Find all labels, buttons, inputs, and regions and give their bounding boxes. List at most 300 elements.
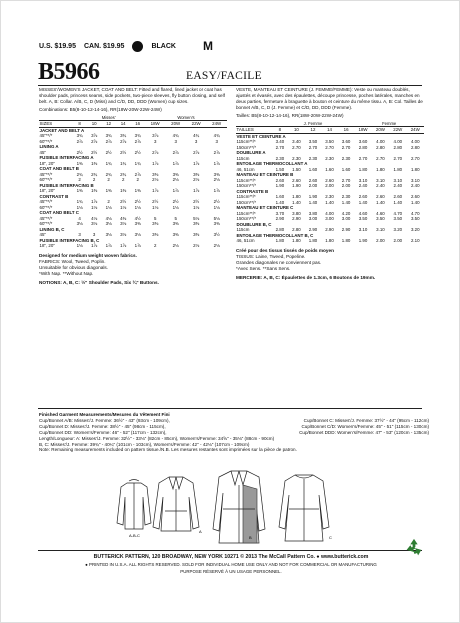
yardage-cell: 3.50 [393,216,403,222]
yardage-cell: 1.40 [341,199,351,205]
yardage-cell: 1⅞ [120,243,127,249]
section-heading: CONTRAST B [39,193,69,199]
yardage-cell: 3⅛ [120,232,127,238]
yardage-cell: 3.60 [358,139,368,145]
measurement: B, C: Misses'/J. Femme: 39¾" - 40¼" (101cm - 103cm), Women's/Femme: 42" - 42⅛" (107cm - 109cm) [39,441,250,447]
price-bar [39,41,176,52]
note: TISSUS: Laine, Tweed, Popeline. [236,253,306,259]
yardage-cell: 2⅞ [134,171,141,177]
yardage-cell: 2.10 [410,238,420,244]
section-heading: DOUBLURE B, C [236,221,272,227]
yardage-cell: 1.60 [341,166,351,172]
measurement: Length/Longueur: A: Misses'/J. Femme: 32½" - 33⅛" (82cm - 85cm), Women's/Femme: 34⅝" - 35⅛" (88cm - 90cm) [39,435,275,441]
section-heading: FUSIBLE INTERFACING B, C [39,237,100,243]
yardage-cell: 1.80 [292,238,301,244]
group-label: Femme [382,120,397,126]
yardage-cell: 1.50 [292,166,301,172]
size-header-cell: 20W [372,127,389,134]
yardage-cell: 3⅜ [172,221,179,227]
yardage-cell: 1⅞ [213,160,220,166]
yardage-cell: 4.00 [410,139,420,145]
yardage-cell: 2⅛ [152,177,159,183]
yardage-cell: 5 [153,215,157,221]
measurement: Cup/Bonnet DDD: Women's/Femme: 47" - 53" (120cm - 135cm) [299,429,429,435]
yardage-cell: 1.80 [292,194,301,200]
yardage-cell: 3.10 [376,177,385,183]
yardage-cell: 1.40 [410,199,420,205]
yardage-cell: 2½ [91,149,98,155]
size-header-cell: 12 [101,121,116,128]
size-header-cell: 16 [338,127,355,134]
section-heading: FUSIBLE INTERFACING B [39,182,94,188]
yardage-cell: 1.90 [292,183,301,189]
size-header-cell: 12 [305,127,322,134]
yardage-cell: 1⅛ [193,204,200,210]
yardage-cell: 3.50 [308,139,318,145]
back-view-sketch [117,480,151,530]
section-heading: DOUBLURE A [236,150,266,156]
fabric-width: 45"**/* [39,133,53,139]
yardage-cell: 2½ [213,199,220,205]
yardage-cell: 2.60 [308,177,318,183]
fabric-width: 115cm**/* [236,177,256,183]
table-row [236,238,424,244]
yardage-cell: 1.40 [325,199,334,205]
table-row [39,243,227,249]
yardage-cell: 2.40 [393,183,403,189]
yardage-cell: 2.70 [376,155,385,161]
yardage-cell: 1⅞ [193,160,200,166]
yardage-cell: 1¾ [134,160,141,166]
section-heading: COAT AND BELT B [39,166,79,172]
yardage-cell: 1⅜ [91,160,98,166]
yardage-cell: 1⅛ [172,204,179,210]
copyright-line-fr: PURPOSE RÉSERVÉ À UN USAGE PERSONNEL. [180,569,282,574]
yardage-cell: 3.20 [410,227,420,233]
yardage-cell: 1⅞ [134,243,141,249]
yardage-cell: 2 [153,243,157,249]
group-label: J. Femme [303,120,323,126]
yardage-cell: 2 [107,199,110,205]
yardage-cell: 2.80 [393,144,403,150]
yardage-cell: 3⅜ [152,232,159,238]
size-header-cell: 22W [389,127,406,134]
color-label: BLACK [151,43,176,50]
size-header-cell: 14 [116,121,131,128]
note: FABRICS: Wool, Tweed, Poplin. [39,258,106,264]
section-heading: LINING B, C [39,226,65,232]
size-range: M [203,39,213,53]
notions: MERCERIE: A, B, C: Épaulettes de 1.3cm, 6 Boutons de 19mm. [236,274,376,280]
yardage-cell: 4½ [134,215,141,221]
yardage-cell: 3.80 [308,210,318,216]
fabric-width: 60"**/* [39,204,53,210]
measurement-note: Note: Remaining measurements included on pattern tissue./N.B. Les mesures restantes sont imprimées sur la pièce de patron. [39,447,297,453]
yardage-cell: 3⅜ [152,221,159,227]
fabric-width: 115cm**/* [236,139,256,145]
section-heading: JACKET AND BELT A [39,127,85,133]
yardage-cell: 4 [78,215,81,221]
metrage-table [236,121,424,244]
yardage-cell: 3⅛ [134,232,141,238]
yardage-cell: 2⅞ [193,149,200,155]
yardage-cell: 2.00 [393,238,403,244]
yardage-cell: 1.60 [308,166,318,172]
note: *With Nap. **Without Nap. [39,270,94,276]
fabric-width: 60"**/* [39,138,53,144]
view-b-sketch [213,471,265,543]
yardage-cell: 1.40 [292,199,301,205]
fabric-width: 18", 20" [39,160,55,166]
fabric-width: 46, 51cm [236,238,255,244]
yardage-cell: 1.90 [358,238,368,244]
group-label: Misses' [101,114,116,120]
yardage-cell: 2.80 [358,144,368,150]
yardage-cell: 3.10 [358,177,368,183]
note: Unsuitable for obvious diagonals. [39,264,109,270]
yardage-cell: 2.60 [358,194,368,200]
section-heading: VESTE ET CEINTURE A [236,133,286,139]
yardage-cell: 1⅛ [105,204,112,210]
yardage-cell: 2⅞ [213,149,220,155]
yardage-cell: 1⅞ [213,188,220,194]
yardage-cell: 1.40 [358,199,368,205]
yardage-cell: 3.00 [325,216,334,222]
yardage-cell: 1⅛ [76,243,83,249]
measurement: Cup/Bonnet C: Misses'/J. Femme: 37½" - 44" (95cm - 112cm) [303,417,429,423]
yardage-cell: 1⅞ [172,188,179,194]
note: Designed for medium weight woven fabrics. [39,252,137,258]
yardage-cell: 1⅛ [134,204,141,210]
measurement: Cup/Bonnet A/B: Misses'/J. Femme: 36½" - 43" (93cm - 109cm), [39,417,170,423]
yardage-cell: 1.60 [275,194,285,200]
yardage-cell: 2.00 [308,183,318,189]
yardage-cell: 2.80 [410,144,420,150]
yardage-cell: 2.80 [292,227,301,233]
yardage-cell: 3.80 [292,210,301,216]
yardage-cell: 3⅜ [213,221,220,227]
yardage-cell: 2.60 [393,194,403,200]
yardage-cell: 3.10 [358,227,368,233]
yardage-cell: 1⅞ [193,188,200,194]
yardage-cell: 2½ [120,149,127,155]
size-header-cell: 24W [407,127,424,134]
yardage-cell: 2.80 [275,227,285,233]
yardage-cell: 5⅛ [193,215,200,221]
yardage-cell: 4⅛ [91,215,98,221]
yardage-cell: 2⅛ [172,243,179,249]
yardage-cell: 1¾ [76,199,83,205]
price-can: CAN. $19.95 [83,43,125,50]
section-title: Finished Garment Measurements/Mesures du Vêtement Fini [39,412,170,417]
yardage-cell: 2¾ [120,171,127,177]
sketch-label: C [329,535,332,540]
yardage-cell: 1⅞ [152,188,159,194]
yardage-cell: 5⅛ [213,215,220,221]
fabric-width: 45"**/* [39,199,53,205]
yardage-cell: 1.50 [275,166,285,172]
french-column [236,87,424,281]
yardage-cell: 3⅛ [105,232,112,238]
yardage-cell: 1⅛ [120,204,127,210]
yardage-cell: 2.30 [341,155,351,161]
yardage-cell: 3 [153,138,157,144]
yardage-cell: 3¾ [120,133,127,139]
fabric-width: 45"**/* [39,215,53,221]
yardage-cell: 2.70 [292,144,301,150]
yardage-cell: 1⅞ [91,199,98,205]
fabric-notes [39,253,227,286]
yardage-cell: 3.50 [325,139,334,145]
yardage-cell: 1⅜ [105,188,112,194]
yardage-cell: 4⅜ [120,215,127,221]
size-header-cell: 24W [206,121,227,128]
yardage-cell: 1.80 [325,238,334,244]
yardage-cell: 3⅜ [213,171,220,177]
yardage-cell: 4¾ [172,133,179,139]
yardage-cell: 2.30 [341,194,351,200]
note: *Avec Sens. **Sans Sens. [236,265,291,271]
yardage-cell: 2½ [172,199,179,205]
size-header-cell: 18W [354,127,371,134]
yardage-cell: 3⅜ [193,232,200,238]
yardage-cell: 1.80 [393,166,403,172]
yardage-cell: 3 [194,138,198,144]
yardage-cell: 1.90 [275,183,285,189]
yardage-cell: 1⅜ [91,188,98,194]
view-c-sketch [279,475,329,541]
note: Grandes diagonales ne conviennent pas. [236,259,322,265]
yardage-cell: 2.70 [325,144,334,150]
yardage-cell: 3.50 [410,216,420,222]
yardage-cell: 3⅜ [193,171,200,177]
yardage-cell: 3⅜ [193,221,200,227]
yardage-cell: 4.70 [393,210,403,216]
fabric-width: 115cm [236,227,250,233]
yardage-cell: 2½ [105,149,112,155]
yardage-cell: 4.00 [325,210,334,216]
yardage-cell: 3.40 [275,139,285,145]
yardage-cell: 3¾ [76,133,83,139]
yardage-cell: 4.20 [341,210,351,216]
yardage-cell: 2.60 [275,177,285,183]
yardage-cell: 2.80 [376,144,385,150]
size-header-cell: 16 [130,121,145,128]
fabric-width: 150cm**/* [236,216,257,222]
yardage-cell: 4.60 [358,210,368,216]
yardage-cell: 2½ [193,199,200,205]
yardage-cell: 1⅜ [134,188,141,194]
yardage-cell: 2.70 [358,155,368,161]
yardage-cell: 3.10 [393,177,403,183]
yardage-table [39,115,227,249]
yardage-cell: 2.00 [341,183,351,189]
yardage-cell: 2.70 [410,155,420,161]
yardage-cell: 3.00 [308,216,318,222]
yardage-cell: 1⅞ [91,243,98,249]
yardage-cell: 1⅛ [213,204,220,210]
section-heading: LINING A [39,144,59,150]
garment-description: MISSES'/WOMEN'S JACKET, COAT AND BELT: Fitted and flared, lined jacket or coat has shoulder pads, princess seams, side pockets, two-piece sleeves, fly button closing, and self belt. A, B: Collar. A/B, C, D (Miss) and C/D, DD, DDD (Women) cup sizes. [39,87,225,104]
section-heading: COAT AND BELT C [39,210,79,216]
yardage-cell: 2⅛ [193,243,200,249]
yardage-cell: 3⅛ [76,221,83,227]
yardage-cell: 2¾ [76,171,83,177]
yardage-cell: 1⅜ [76,160,83,166]
yardage-cell: 3.10 [376,227,385,233]
size-header-cell: SIZES [39,121,72,128]
yardage-cell: 1¾ [105,160,112,166]
yardage-cell: 3⅜ [134,221,141,227]
color-dot-icon [132,41,143,52]
yardage-cell: 1¾ [120,160,127,166]
yardage-cell: 2 [78,177,81,183]
section-heading: MANTEAU ET CEINTURE B [236,172,294,178]
section-divider [38,408,422,409]
fabric-width: 150cm**/* [236,183,257,189]
yardage-cell: 2.60 [410,194,420,200]
yardage-cell: 3⅞ [152,133,159,139]
publisher-line: BUTTERICK PATTERN, 120 BROADWAY, NEW YORK 10271 © 2013 The McCall Pattern Co. ● www.butterick.com [93,554,369,560]
yardage-cell: 3 [78,232,81,238]
yardage-cell: 2.00 [325,183,334,189]
sketch-label: B [249,535,252,540]
yardage-cell: 4.00 [376,139,385,145]
yardage-cell: 1.40 [376,199,385,205]
yardage-cell: 3.50 [376,216,385,222]
yardage-cell: 2 [121,177,125,183]
yardage-cell: 2.30 [325,155,334,161]
yardage-cell: 1.90 [308,194,318,200]
yardage-cell: 3 [174,138,177,144]
fabric-width: 46, 51cm [236,166,255,172]
fabric-width: 45" [39,149,46,155]
sketch-label: A [199,529,202,534]
section-heading: MANTEAU ET CEINTURE C [236,205,294,211]
yardage-cell: 2 [107,177,110,183]
fabric-width: 18", 20" [39,188,55,194]
yardage-cell: 2⅛ [213,177,220,183]
yardage-cell: 3¾ [134,133,141,139]
yardage-cell: 3⅜ [152,171,159,177]
yardage-cell: 2.70 [341,177,351,183]
fabric-width: 150cm**/* [236,144,257,150]
yardage-cell: 2½ [152,199,159,205]
yardage-cell: 2⅞ [172,149,179,155]
yardage-cell: 1.80 [410,166,420,172]
yardage-cell: 2.90 [325,227,334,233]
yardage-cell: 2.30 [292,155,301,161]
section-heading: ENTOILAGE THERMOCOLLANT B, C [236,232,314,238]
yardage-cell: 2.30 [308,155,318,161]
yardage-cell: 2⅞ [120,138,127,144]
yardage-cell: 2.60 [376,194,385,200]
yardage-cell: 3⅜ [172,171,179,177]
yardage-cell: 2⅛ [193,177,200,183]
yardage-cell: 2⅞ [91,138,98,144]
yardage-cell: 3⅛ [91,221,98,227]
difficulty-label: EASY/FACILE [186,70,262,82]
yardage-cell: 2¾ [91,171,98,177]
size-header-cell: 8 [72,121,87,128]
yardage-cell: 3⅜ [172,232,179,238]
size-header-cell: 10 [288,127,305,134]
yardage-cell: 2⅛ [172,177,179,183]
pattern-number: B5966 [38,59,100,85]
yardage-cell: 1⅜ [120,188,127,194]
yardage-cell: 2.00 [376,238,385,244]
yardage-cell: 1.80 [308,238,318,244]
yardage-cell: 2.70 [275,144,285,150]
size-header-cell: 20W [165,121,185,128]
yardage-cell: 3.00 [341,216,351,222]
yardage-cell: 2.40 [358,183,368,189]
yardage-cell: 2.70 [308,144,318,150]
size-header-cell: 14 [321,127,338,134]
yardage-cell: 2 [136,177,139,183]
yardage-cell: 5 [174,215,177,221]
yardage-cell: 3.20 [393,227,403,233]
header-divider [38,85,422,86]
yardage-cell: 2.70 [393,155,403,161]
yardage-cell: 1.80 [341,238,351,244]
group-label: Women's [177,114,195,120]
sketch-label: A-B-C [129,533,140,538]
yardage-cell: 1.80 [376,166,385,172]
size-header-cell: 8 [272,127,289,134]
yardage-cell: 3.70 [275,210,285,216]
yardage-cell: 2⅞ [134,138,141,144]
yardage-cell: 2.70 [341,144,351,150]
yardage-cell: 2⅞ [105,138,112,144]
garment-description-fr: VESTE, MANTEAU ET CEINTURE (J. FEMME/FEMME): Veste ou manteau doublés, ajustés et évasés, avec des épaulettes, découpe princesse, poches latérales, manches en deux parties, fermeture à braguette à bouton et ceinture du même tissu. A, B: Col. Tailles de bonnet A/B, C, D (J. Femme) et C/D, DD, DDD (Femme). [236,87,423,110]
yardage-cell: 3⅞ [91,133,98,139]
note: Créé pour des tissus tissés de poids moyen [236,247,334,253]
yardage-cell: 2½ [120,199,127,205]
yardage-cell: 3½ [213,232,220,238]
yardage-cell: 1.80 [275,238,285,244]
yardage-cell: 3.40 [292,139,301,145]
copyright-line: ● PRINTED IN U.S.A. ALL RIGHTS RESERVED. SOLD FOR INDIVIDUAL HOME USE ONLY AND NOT FOR COMMERCIAL OR MANUFACTURING [85,562,377,567]
finished-measurements [39,412,429,453]
yardage-cell: 2.90 [292,216,301,222]
yardage-cell: 3.10 [410,177,420,183]
yardage-cell: 2.30 [325,194,334,200]
yardage-cell: 2.60 [292,177,301,183]
yardage-cell: 3 [92,232,96,238]
yardage-cell: 3¾ [105,133,112,139]
size-header-cell: 10 [87,121,102,128]
section-heading: FUSIBLE INTERFACING A [39,155,94,161]
yardage-cell: 2.90 [308,227,318,233]
measurement: Cup/Bonnet DD: Women's/Femme: 46" - 52" (117cm - 132cm), [39,429,167,435]
fabric-width: 45" [39,232,46,238]
yardage-cell: 2½ [76,149,83,155]
combinations-fr: Tailles: B5(8-10-12-14-16), RR(18W-20W-22W-24W) [236,112,344,118]
notions: NOTIONS: A, B, C: ½" Shoulder Pads, Six ¾" Buttons. [39,279,159,285]
yardage-cell: 4.70 [410,210,420,216]
yardage-cell: 2.40 [376,183,385,189]
yardage-cell: 2⅞ [152,149,159,155]
yardage-cell: 4¾ [193,133,200,139]
yardage-cell: 1.40 [393,199,403,205]
yardage-cell: 1⅛ [152,204,159,210]
fabric-width: 115cm**/* [236,194,256,200]
yardage-cell: 2.40 [410,183,420,189]
yardage-cell: 4.00 [393,139,403,145]
yardage-cell: 1.60 [325,166,334,172]
yardage-cell: 2⅞ [76,138,83,144]
